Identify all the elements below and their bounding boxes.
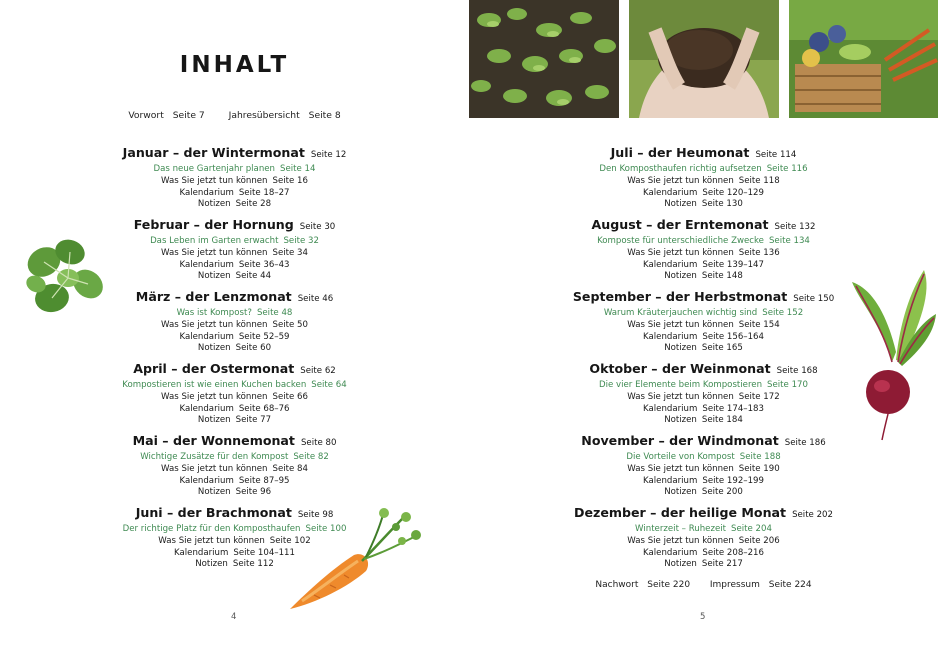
topic-line <box>0 452 469 464</box>
calendar-label: Kalendarium <box>174 547 229 558</box>
calendar-label: Kalendarium <box>179 259 234 270</box>
back-item-page: Seite 224 <box>768 580 812 590</box>
todo-line <box>469 176 938 188</box>
topic-page: Seite 116 <box>766 164 808 174</box>
todo-page: Seite 16 <box>272 175 308 186</box>
topic-page: Seite 188 <box>739 452 781 462</box>
toc-section <box>0 432 469 499</box>
month-heading <box>0 360 469 380</box>
topic-line <box>0 380 469 392</box>
todo-line <box>0 464 469 476</box>
todo-page: Seite 50 <box>272 319 308 330</box>
front-item-label: Jahresübersicht <box>228 110 300 121</box>
topic-label: Das neue Gartenjahr planen <box>153 164 276 174</box>
topic-label: Der richtige Platz für den Komposthaufen <box>122 524 301 534</box>
calendar-line <box>469 548 938 560</box>
month-title: September – der Herbstmonat <box>572 289 788 304</box>
month-page: Seite 98 <box>297 510 334 520</box>
notes-label: Notizen <box>664 199 697 210</box>
month-page: Seite 46 <box>297 294 334 304</box>
month-page: Seite 30 <box>299 222 336 232</box>
todo-line <box>0 176 469 188</box>
toc-section <box>469 144 938 211</box>
calendar-page: Seite 18–27 <box>238 187 290 198</box>
calendar-page: Seite 52–59 <box>238 331 290 342</box>
notes-line <box>0 199 469 211</box>
front-item-page: Seite 8 <box>308 110 341 121</box>
calendar-page: Seite 104–111 <box>233 547 295 558</box>
month-page: Seite 12 <box>310 150 347 160</box>
notes-page: Seite 184 <box>701 415 743 426</box>
notes-line <box>0 343 469 355</box>
topic-label: Die Vorteile von Kompost <box>626 452 735 462</box>
notes-page: Seite 200 <box>701 487 743 498</box>
notes-label: Notizen <box>664 415 697 426</box>
calendar-page: Seite 174–183 <box>702 403 764 414</box>
topic-page: Seite 82 <box>293 452 329 462</box>
calendar-page: Seite 68–76 <box>238 403 290 414</box>
month-title: Oktober – der Weinmonat <box>589 361 771 376</box>
month-title: Dezember – der heilige Monat <box>574 505 787 520</box>
topic-line <box>469 164 938 176</box>
todo-label: Was Sie jetzt tun können <box>627 535 734 546</box>
notes-page: Seite 148 <box>701 271 743 282</box>
month-page: Seite 114 <box>755 150 797 160</box>
todo-page: Seite 118 <box>738 175 780 186</box>
todo-page: Seite 84 <box>272 463 308 474</box>
notes-line <box>0 415 469 427</box>
calendar-label: Kalendarium <box>643 187 698 198</box>
calendar-label: Kalendarium <box>643 547 698 558</box>
todo-page: Seite 190 <box>738 463 780 474</box>
notes-page: Seite 44 <box>235 271 272 282</box>
calendar-line <box>0 332 469 344</box>
calendar-label: Kalendarium <box>643 403 698 414</box>
toc-section <box>0 360 469 427</box>
back-item-page: Seite 220 <box>647 580 691 590</box>
calendar-page: Seite 192–199 <box>702 475 764 486</box>
month-page: Seite 62 <box>300 366 336 376</box>
month-title: November – der Windmonat <box>581 433 779 448</box>
todo-line <box>469 248 938 260</box>
topic-page: Seite 152 <box>762 308 804 318</box>
todo-label: Was Sie jetzt tun können <box>161 247 268 258</box>
month-title: August – der Erntemonat <box>591 217 769 232</box>
month-page: Seite 168 <box>776 366 818 376</box>
notes-page: Seite 77 <box>235 415 272 426</box>
todo-label: Was Sie jetzt tun können <box>161 319 268 330</box>
todo-label: Was Sie jetzt tun können <box>627 175 734 186</box>
notes-page: Seite 96 <box>235 487 272 498</box>
front-item-label: Vorwort <box>128 110 164 121</box>
topic-page: Seite 100 <box>305 524 347 534</box>
todo-label: Was Sie jetzt tun können <box>627 391 734 402</box>
calendar-label: Kalendarium <box>643 331 698 342</box>
notes-line <box>469 487 938 499</box>
month-title: Juni – der Brachmonat <box>135 505 292 520</box>
calendar-page: Seite 208–216 <box>702 547 764 558</box>
calendar-page: Seite 156–164 <box>702 331 764 342</box>
month-page: Seite 132 <box>774 222 816 232</box>
todo-line <box>469 536 938 548</box>
front-item-page: Seite 7 <box>172 110 205 121</box>
calendar-label: Kalendarium <box>643 259 698 270</box>
calendar-label: Kalendarium <box>179 403 234 414</box>
compost-in-hands-photo <box>629 0 779 118</box>
month-title: März – der Lenzmonat <box>135 289 292 304</box>
topic-line <box>469 524 938 536</box>
calendar-label: Kalendarium <box>179 475 234 486</box>
toc-section <box>469 504 938 571</box>
month-title: Mai – der Wonnemonat <box>132 433 295 448</box>
todo-label: Was Sie jetzt tun können <box>161 463 268 474</box>
calendar-line <box>0 188 469 200</box>
notes-page: Seite 217 <box>701 559 743 570</box>
calendar-page: Seite 36–43 <box>238 259 290 270</box>
carrot-illustration <box>280 505 422 615</box>
page-title: INHALT <box>179 52 290 78</box>
month-title: April – der Ostermonat <box>133 361 295 376</box>
topic-label: Was ist Kompost? <box>176 308 252 318</box>
page-number: 4 <box>231 612 237 622</box>
todo-page: Seite 34 <box>272 247 308 258</box>
todo-label: Was Sie jetzt tun können <box>627 319 734 330</box>
todo-label: Was Sie jetzt tun können <box>161 391 268 402</box>
notes-label: Notizen <box>197 487 231 498</box>
topic-label: Kompostieren ist wie einen Kuchen backen <box>122 380 307 390</box>
calendar-line <box>469 188 938 200</box>
topic-line <box>469 452 938 464</box>
month-heading <box>0 144 469 164</box>
todo-page: Seite 136 <box>738 247 780 258</box>
back-matter-row <box>469 580 938 590</box>
calendar-page: Seite 87–95 <box>238 475 290 486</box>
topic-page: Seite 48 <box>256 308 293 318</box>
month-title: Februar – der Hornung <box>133 217 294 232</box>
notes-label: Notizen <box>197 271 231 282</box>
notes-label: Notizen <box>664 487 697 498</box>
back-item-label: Impressum <box>709 580 760 590</box>
notes-line <box>0 487 469 499</box>
toc-section <box>0 144 469 211</box>
todo-line <box>0 392 469 404</box>
notes-label: Notizen <box>197 343 231 354</box>
todo-label: Was Sie jetzt tun können <box>627 247 734 258</box>
todo-page: Seite 66 <box>272 391 308 402</box>
notes-line <box>469 559 938 571</box>
month-heading <box>469 504 938 524</box>
todo-label: Was Sie jetzt tun können <box>161 175 268 186</box>
notes-label: Notizen <box>664 559 697 570</box>
topic-label: Wichtige Zusätze für den Kompost <box>140 452 289 462</box>
notes-label: Notizen <box>197 199 231 210</box>
todo-page: Seite 206 <box>738 535 780 546</box>
notes-label: Notizen <box>664 271 697 282</box>
month-title: Juli – der Heumonat <box>610 145 750 160</box>
right-page <box>469 0 938 648</box>
back-item-label: Nachwort <box>595 580 639 590</box>
month-heading <box>0 432 469 452</box>
calendar-label: Kalendarium <box>643 475 698 486</box>
month-page: Seite 202 <box>792 510 833 520</box>
topic-label: Warum Kräuterjauchen wichtig sind <box>603 308 758 318</box>
calendar-label: Kalendarium <box>179 331 234 342</box>
lambs-lettuce-illustration <box>14 232 110 324</box>
notes-label: Notizen <box>195 559 228 570</box>
toc-section <box>469 432 938 499</box>
notes-label: Notizen <box>664 343 697 354</box>
notes-label: Notizen <box>197 415 231 426</box>
topic-page: Seite 134 <box>768 236 810 246</box>
notes-page: Seite 60 <box>235 343 272 354</box>
month-title: Januar – der Wintermonat <box>122 145 305 160</box>
topic-line <box>469 236 938 248</box>
month-page: Seite 186 <box>784 438 826 448</box>
notes-page: Seite 165 <box>701 343 743 354</box>
todo-page: Seite 172 <box>738 391 780 402</box>
topic-label: Winterzeit – Ruhezeit <box>635 524 727 534</box>
topic-label: Das Leben im Garten erwacht <box>150 236 279 246</box>
month-heading <box>469 216 938 236</box>
topic-page: Seite 64 <box>311 380 347 390</box>
calendar-page: Seite 120–129 <box>702 187 764 198</box>
beetroot-illustration <box>840 262 938 442</box>
page-number: 5 <box>700 612 706 622</box>
topic-line <box>0 164 469 176</box>
topic-label: Komposte für unterschiedliche Zwecke <box>597 236 764 246</box>
topic-label: Den Komposthaufen richtig aufsetzen <box>599 164 762 174</box>
front-matter-row <box>0 110 469 121</box>
topic-label: Die vier Elemente beim Kompostieren <box>599 380 763 390</box>
month-page: Seite 150 <box>793 294 835 304</box>
topic-page: Seite 32 <box>283 236 319 246</box>
calendar-line <box>469 476 938 488</box>
month-page: Seite 80 <box>300 438 337 448</box>
topic-page: Seite 204 <box>731 524 772 534</box>
notes-page: Seite 28 <box>235 199 272 210</box>
month-heading <box>469 144 938 164</box>
todo-label: Was Sie jetzt tun können <box>158 535 265 546</box>
todo-label: Was Sie jetzt tun können <box>627 463 734 474</box>
calendar-line <box>0 404 469 416</box>
topic-page: Seite 14 <box>280 164 316 174</box>
notes-line <box>469 199 938 211</box>
topic-page: Seite 170 <box>767 380 808 390</box>
notes-page: Seite 112 <box>232 559 274 570</box>
notes-page: Seite 130 <box>701 199 743 210</box>
todo-page: Seite 102 <box>269 535 311 546</box>
seedlings-photo <box>469 0 619 118</box>
calendar-page: Seite 139–147 <box>702 259 764 270</box>
vegetable-crate-photo <box>789 0 938 118</box>
calendar-label: Kalendarium <box>179 187 234 198</box>
todo-page: Seite 154 <box>738 319 780 330</box>
calendar-line <box>0 476 469 488</box>
todo-line <box>469 464 938 476</box>
